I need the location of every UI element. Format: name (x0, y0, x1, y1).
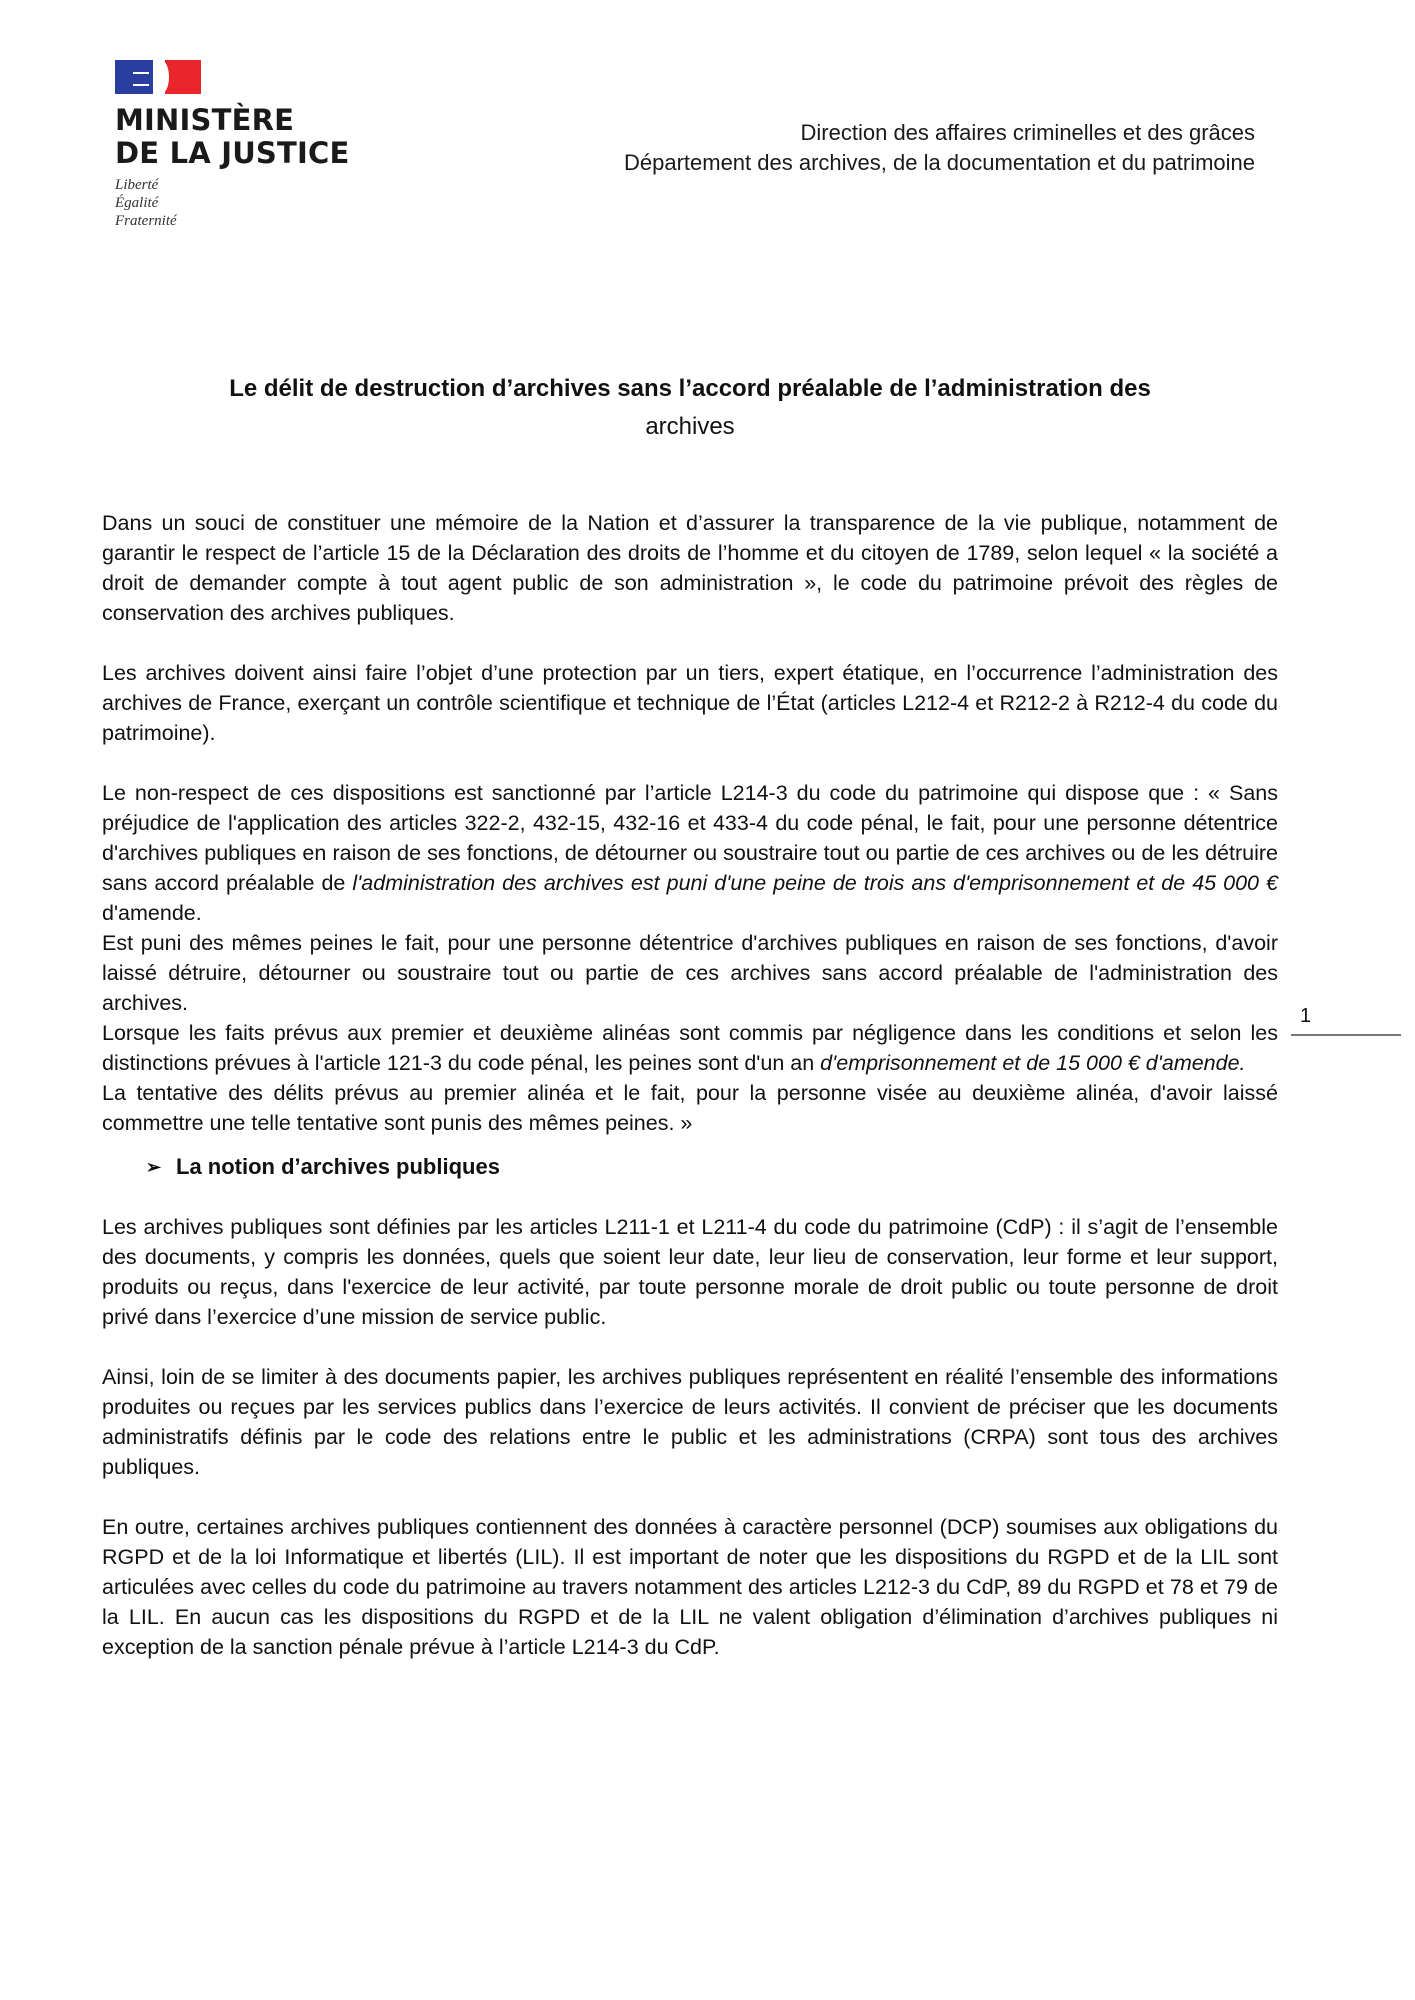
section-heading: ➢ La notion d’archives publiques (146, 1152, 1278, 1182)
page-number: 1 (1300, 1005, 1312, 1027)
paragraph-negligence: Lorsque les faits prévus aux premier et deuxième alinéas sont commis par négligence dans les conditions et selon les distinctions prévues à l'article 121-3 du code pénal, les peines sont d'un an d'emprisonnement et de 15 000 € d'amende. (102, 1021, 1278, 1075)
marianne-flag-icon (115, 60, 201, 94)
paragraph-scope: Ainsi, loin de se limiter à des documents papier, les archives publiques représentent en réalité l’ensemble des informations produites ou reçues par les services publics dans l’exercice de leurs activités. Il convient de préciser que les documents administratifs définis par le code des relations entre le public et les administrations (CRPA) sont tous des archives publiques. (102, 1365, 1278, 1479)
department-line: Département des archives, de la documentation et du patrimoine (623, 150, 1255, 175)
paragraph-intro: Dans un souci de constituer une mémoire de la Nation et d’assurer la transparence de la vie publique, notamment de garantir le respect de l’article 15 de la Déclaration des droits de l’homme et du citoyen de 1789, selon lequel « la société a droit de demander compte à tout agent public de son administration », le code du patrimoine prévoit des règles de conservation des archives publiques. (102, 511, 1278, 625)
paragraph-same-penalties: Est puni des mêmes peines le fait, pour une personne détentrice d'archives publiques en raison de ses fonctions, d'avoir laissé détruire, détourner ou soustraire tout ou partie de ces archives sans accord préalable de l'administration des archives. (102, 931, 1278, 1015)
ministry-name: MINISTÈRE DE LA JUSTICE (115, 103, 350, 170)
department-header (624, 118, 1255, 178)
document-body (102, 508, 1278, 1662)
ministry-logo (115, 60, 375, 230)
arrow-bullet-icon: ➢ (146, 1157, 162, 1177)
paragraph-protection: Les archives doivent ainsi faire l’objet d’une protection par un tiers, expert étatique, en l’occurrence l’administration des archives de France, exerçant un contrôle scientifique et technique de l’État (articles L212-4 et R212-2 à R212-4 du code du patrimoine). (102, 661, 1278, 745)
republic-motto: Liberté Égalité Fraternité (115, 177, 177, 229)
document-title: Le délit de destruction d’archives sans l’accord préalable de l’administration des archives (229, 375, 1151, 440)
paragraph-attempt: La tentative des délits prévus au premier alinéa et le fait, pour la personne visée au deuxième alinéa, d'avoir laissé commettre une telle tentative sont punis des mêmes peines. » (102, 1081, 1278, 1135)
paragraph-rgpd: En outre, certaines archives publiques contiennent des données à caractère personnel (DCP) soumises aux obligations du RGPD et de la loi Informatique et libertés (LIL). Il est important de noter que les dispositions du RGPD et de la LIL sont articulées avec celles du code du patrimoine au travers notamment des articles L212-3 du CdP, 89 du RGPD et 78 et 79 de la LIL. En aucun cas les dispositions du RGPD et de la LIL ne valent obligation d’élimination d’archives publiques ni exception de la sanction pénale prévue à l’article L214-3 du CdP. (102, 1515, 1278, 1659)
direction-line: Direction des affaires criminelles et des grâces (800, 120, 1255, 145)
paragraph-sanction: Le non-respect de ces dispositions est sanctionné par l’article L214-3 du code du patrimoine qui dispose que : « Sans préjudice de l'application des articles 322-2, 432-15, 432-16 et 433-4 du code pénal, le fait, pour une personne détentrice d'archives publiques en raison de ses fonctions, de détourner ou soustraire tout ou partie de ces archives ou de les détruire sans accord préalable de l'administration des archives est puni d'une peine de trois ans d'emprisonnement et de 45 000 € d'amende. (102, 781, 1278, 925)
page-number-underline (1291, 1034, 1401, 1036)
paragraph-definition: Les archives publiques sont définies par les articles L211-1 et L211-4 du code du patrimoine (CdP) : il s’agit de l’ensemble des documents, y compris les données, quels que soient leur date, leur lieu de conservation, leur forme et leur support, produits ou reçus, dans l'exercice de leur activité, par toute personne morale de droit public ou toute personne de droit privé dans l’exercice d’une mission de service public. (102, 1215, 1278, 1329)
